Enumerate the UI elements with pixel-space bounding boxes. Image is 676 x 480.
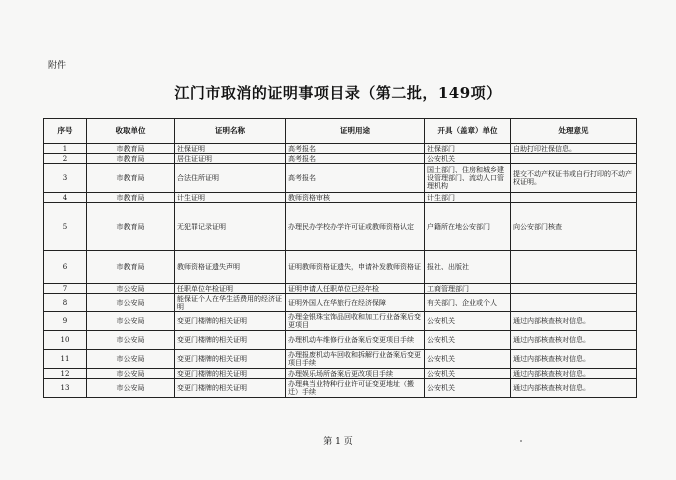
cell-name: 任职单位年检证明 <box>175 284 286 294</box>
cell-unit: 市公安局 <box>87 284 175 294</box>
table-row <box>44 251 637 284</box>
col-header-issuer: 开具（盖章）单位 <box>425 119 511 144</box>
table-row <box>44 154 637 164</box>
cell-unit: 市公安局 <box>87 294 175 312</box>
cell-unit: 市教育局 <box>87 144 175 154</box>
cell-use: 办理报废机动车回收和拆解行业备案后变更项目手续 <box>286 350 425 369</box>
cell-issuer: 计生部门 <box>425 193 511 203</box>
cell-unit: 市教育局 <box>87 154 175 164</box>
page-title: 江门市取消的证明事项目录（第二批，149项） <box>174 84 502 102</box>
cell-use: 证明教师资格证遗失，申请补发教师资格证 <box>286 251 425 284</box>
cell-no: 12 <box>44 369 87 379</box>
cell-issuer: 公安机关 <box>425 331 511 350</box>
cell-issuer: 国土部门、住房和城乡建设管理部门、流动人口管理机构 <box>425 164 511 193</box>
col-header-opinion: 处理意见 <box>511 119 637 144</box>
attachment-label: 附件 <box>48 61 67 71</box>
cell-use: 办理娱乐场所备案后更改项目手续 <box>286 369 425 379</box>
cell-issuer: 公安机关 <box>425 369 511 379</box>
cell-name: 计生证明 <box>175 193 286 203</box>
cell-unit: 市教育局 <box>87 251 175 284</box>
cell-name: 合法住所证明 <box>175 164 286 193</box>
cell-name: 居住证证明 <box>175 154 286 164</box>
cell-no: 8 <box>44 294 87 312</box>
cell-name: 变更门楼牌的相关证明 <box>175 312 286 331</box>
cell-opinion <box>511 251 637 284</box>
cell-no: 5 <box>44 203 87 251</box>
cell-opinion: 通过内部核查核对信息。 <box>511 379 637 398</box>
cell-issuer: 有关部门、企业或个人 <box>425 294 511 312</box>
cell-unit: 市公安局 <box>87 312 175 331</box>
cell-opinion: 通过内部核查核对信息。 <box>511 312 637 331</box>
cell-no: 6 <box>44 251 87 284</box>
cell-opinion <box>511 284 637 294</box>
cell-use: 办理典当业特种行业许可证变更地址（搬迁）手续 <box>286 379 425 398</box>
cell-unit: 市教育局 <box>87 193 175 203</box>
cell-issuer: 报社、出版社 <box>425 251 511 284</box>
cell-name: 教师资格证遗失声明 <box>175 251 286 284</box>
cell-name: 能保证个人在华生活费用的经济证明 <box>175 294 286 312</box>
cell-use: 证明外国人在华旅行在经济保障 <box>286 294 425 312</box>
cell-opinion <box>511 294 637 312</box>
cell-issuer: 公安机关 <box>425 312 511 331</box>
cell-no: 3 <box>44 164 87 193</box>
table-row <box>44 331 637 350</box>
cell-name: 变更门楼牌的相关证明 <box>175 379 286 398</box>
cell-unit: 市公安局 <box>87 369 175 379</box>
table-row <box>44 350 637 369</box>
cell-opinion <box>511 154 637 164</box>
scan-speck <box>520 440 522 442</box>
col-header-use: 证明用途 <box>286 119 425 144</box>
cell-no: 1 <box>44 144 87 154</box>
cell-opinion: 向公安部门核查 <box>511 203 637 251</box>
cell-use: 高考报名 <box>286 144 425 154</box>
cell-unit: 市公安局 <box>87 331 175 350</box>
cell-issuer: 社保部门 <box>425 144 511 154</box>
cell-name: 社保证明 <box>175 144 286 154</box>
table-row <box>44 284 637 294</box>
cell-opinion: 通过内部核查核对信息。 <box>511 369 637 379</box>
cell-issuer: 户籍所在地公安部门 <box>425 203 511 251</box>
cell-use: 办理民办学校办学许可证或教师资格认定 <box>286 203 425 251</box>
cell-name: 无犯罪记录证明 <box>175 203 286 251</box>
cell-unit: 市公安局 <box>87 379 175 398</box>
cell-unit: 市公安局 <box>87 350 175 369</box>
cell-issuer: 公安机关 <box>425 350 511 369</box>
cell-opinion: 通过内部核查核对信息。 <box>511 331 637 350</box>
cell-name: 变更门楼牌的相关证明 <box>175 331 286 350</box>
table-row <box>44 312 637 331</box>
cell-unit: 市教育局 <box>87 203 175 251</box>
cell-issuer: 公安机关 <box>425 154 511 164</box>
cell-opinion: 通过内部核查核对信息。 <box>511 350 637 369</box>
cell-no: 13 <box>44 379 87 398</box>
cell-no: 9 <box>44 312 87 331</box>
cell-use: 高考报名 <box>286 164 425 193</box>
table-row <box>44 144 637 154</box>
cell-issuer: 公安机关 <box>425 379 511 398</box>
cell-unit: 市教育局 <box>87 164 175 193</box>
cell-use: 教师资格审核 <box>286 193 425 203</box>
cell-no: 2 <box>44 154 87 164</box>
cell-opinion: 提交不动产权证书或自行打印的不动产权证明。 <box>511 164 637 193</box>
table-row <box>44 164 637 193</box>
certificate-table <box>43 118 637 398</box>
cell-no: 4 <box>44 193 87 203</box>
cell-name: 变更门楼牌的相关证明 <box>175 350 286 369</box>
table-row <box>44 193 637 203</box>
table-row <box>44 369 637 379</box>
table-row <box>44 203 637 251</box>
cell-use: 证明申请人任职单位已经年检 <box>286 284 425 294</box>
table-row <box>44 294 637 312</box>
cell-no: 7 <box>44 284 87 294</box>
cell-opinion <box>511 193 637 203</box>
col-header-no: 序号 <box>44 119 87 144</box>
cell-use: 高考报名 <box>286 154 425 164</box>
cell-issuer: 工商管理部门 <box>425 284 511 294</box>
col-header-name: 证明名称 <box>175 119 286 144</box>
cell-no: 11 <box>44 350 87 369</box>
table-header-row <box>44 119 637 144</box>
cell-use: 办理金银珠宝饰品回收和加工行业备案后变更项目 <box>286 312 425 331</box>
cell-use: 办理机动车维修行业备案后变更项目手续 <box>286 331 425 350</box>
cell-opinion: 自助打印社保信息。 <box>511 144 637 154</box>
cell-no: 10 <box>44 331 87 350</box>
table-row <box>44 379 637 398</box>
page-number: 第 1 页 <box>323 437 353 447</box>
cell-name: 变更门楼牌的相关证明 <box>175 369 286 379</box>
col-header-unit: 收取单位 <box>87 119 175 144</box>
